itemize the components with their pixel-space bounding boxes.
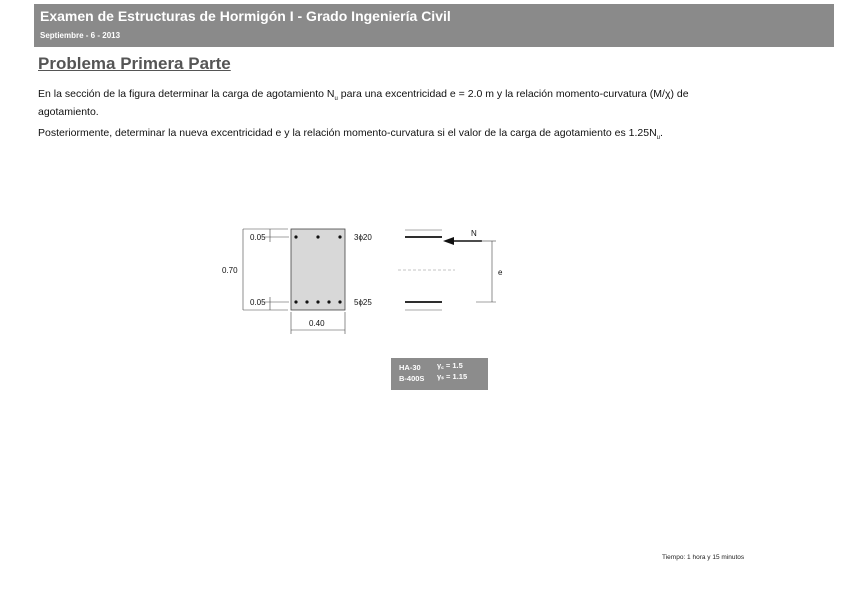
load-arrow bbox=[443, 237, 482, 245]
exam-title: Examen de Estructuras de Hormigón I - Grado Ingeniería Civil bbox=[40, 8, 451, 24]
top-rebar-label: 3ϕ20 bbox=[354, 233, 372, 242]
problem-statement-2: Posteriormente, determinar la nueva excentricidad e y la relación momento-curvatura si el valor de la carga de agotamiento es $1.25N_u$. bbox=[38, 127, 663, 142]
eccentricity-dimension bbox=[476, 241, 496, 302]
load-label: N bbox=[471, 229, 477, 238]
bottom-rebar-label: 5ϕ25 bbox=[354, 298, 372, 307]
cover-bottom-label: 0.05 bbox=[250, 298, 266, 307]
gamma-s: γₛ = 1.15 bbox=[437, 372, 468, 381]
top-rebar-dot bbox=[294, 235, 297, 238]
bottom-rebar-dot bbox=[327, 300, 330, 303]
problem-statement-1: En la sección de la figura determinar la carga de agotamiento $N_u$ para una excentricidad e = 2.0 m y la relación momento-curvatura (M/χ) de agotamiento. bbox=[38, 88, 689, 119]
top-rebar-dot bbox=[316, 235, 319, 238]
cover-top-label: 0.05 bbox=[250, 233, 266, 242]
bottom-rebar-dot bbox=[294, 300, 297, 303]
top-rebar-dot bbox=[338, 235, 341, 238]
exam-date: Septiembre - 6 - 2013 bbox=[40, 31, 121, 40]
height-label: 0.70 bbox=[222, 266, 238, 275]
gamma-c: γ꜀ = 1.5 bbox=[437, 361, 463, 370]
eccentricity-label: e bbox=[498, 268, 503, 277]
materials-box bbox=[391, 358, 488, 390]
problem-title: Problema Primera Parte bbox=[38, 54, 231, 73]
concrete-section bbox=[291, 229, 345, 310]
steel-grade: B-400S bbox=[399, 374, 425, 383]
bottom-rebar-dot bbox=[316, 300, 319, 303]
concrete-grade: HA-30 bbox=[399, 363, 421, 372]
time-limit: Tiempo: 1 hora y 15 minutos bbox=[662, 554, 745, 561]
width-label: 0.40 bbox=[309, 319, 325, 328]
bottom-rebar-dot bbox=[338, 300, 341, 303]
bottom-rebar-dot bbox=[305, 300, 308, 303]
